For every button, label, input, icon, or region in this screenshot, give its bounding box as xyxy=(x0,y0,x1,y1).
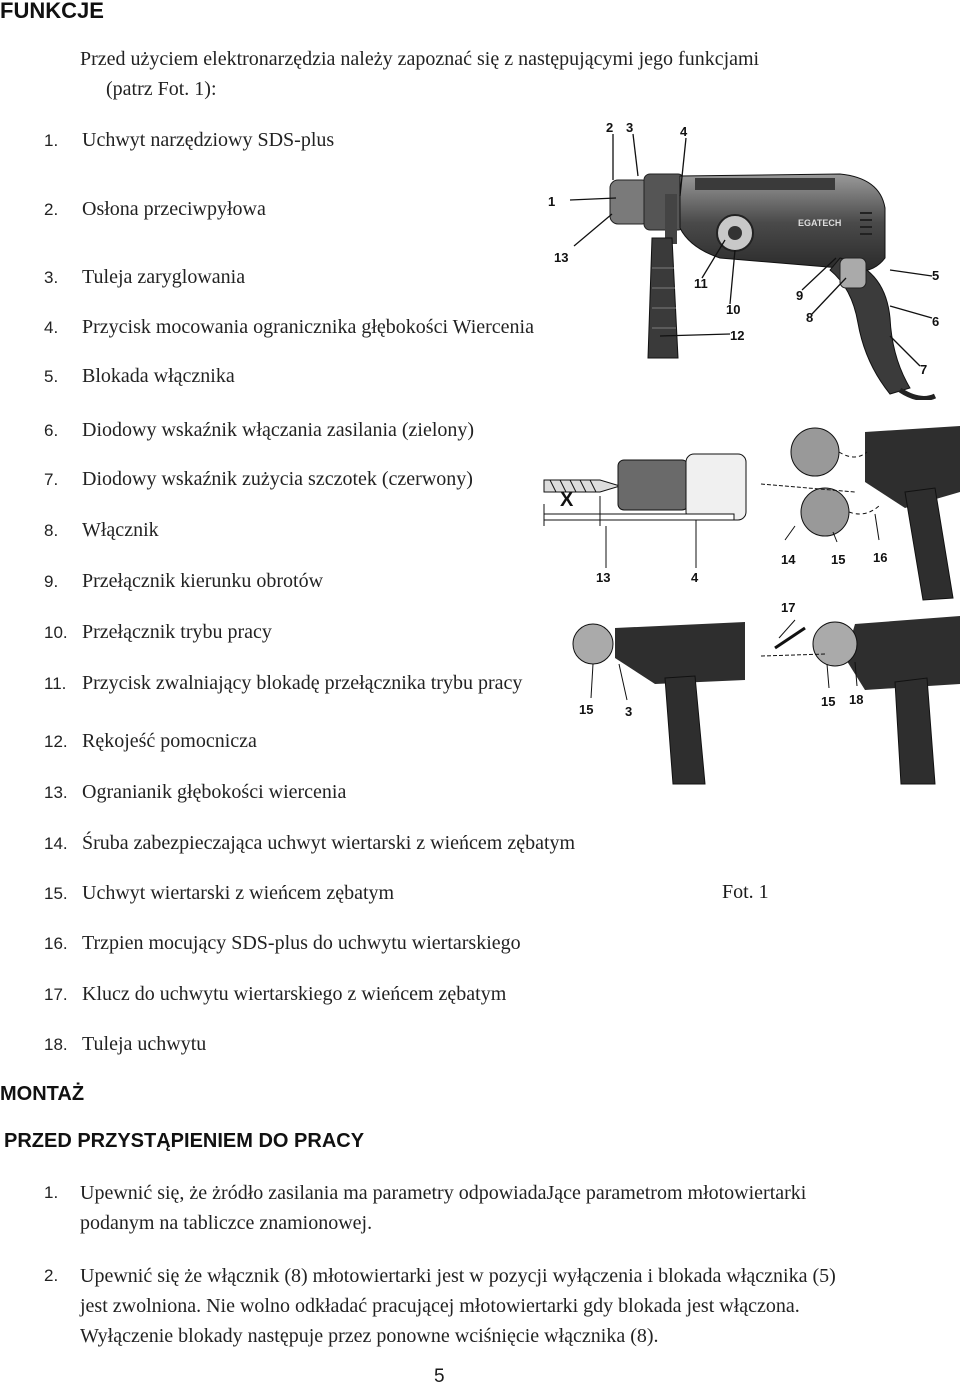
feature-num: 13. xyxy=(44,783,68,802)
main-label-6: 6 xyxy=(932,314,940,329)
drill-main-illustration xyxy=(540,118,950,400)
chuck-a-spindle-line xyxy=(761,484,855,492)
chuck-replacement-b-illustration xyxy=(565,598,960,788)
depth-label-x: X xyxy=(560,489,574,511)
feature-num: 11. xyxy=(44,674,67,693)
main-label-9: 9 xyxy=(796,288,804,303)
feature-text: Diodowy wskaźnik zużycia szczotek (czerwony) xyxy=(82,468,473,490)
feature-item-2 xyxy=(44,197,266,222)
feature-num: 14. xyxy=(44,834,68,853)
chuck-b-leader-left-3 xyxy=(619,664,627,700)
chuck-b-label-18: 18 xyxy=(849,692,864,707)
feature-num: 8. xyxy=(44,521,59,540)
mode-switch-center xyxy=(728,226,742,240)
feature-text: Rękojeść pomocnicza xyxy=(82,730,257,752)
main-label-7: 7 xyxy=(920,362,928,377)
feature-text: Uchwyt wiertarski z wieńcem zębatym xyxy=(82,882,395,904)
step-line: jest zwolniona. Nie wolno odkładać pracującej młotowiertarki gdy blokada jest włączona. xyxy=(80,1295,800,1317)
feature-item-11 xyxy=(44,671,522,696)
step-line: Wyłączenie blokady następuje przez ponowne wciśnięcie włącznika (8). xyxy=(80,1325,659,1347)
chuck-b-right-drill-body xyxy=(845,616,960,690)
drill-trigger xyxy=(840,258,866,288)
depth-rod xyxy=(665,194,677,244)
main-label-2: 2 xyxy=(606,120,614,135)
feature-num: 12. xyxy=(44,732,68,751)
feature-num: 10. xyxy=(44,623,68,642)
feature-num: 2. xyxy=(44,200,59,219)
feature-item-12 xyxy=(44,729,257,754)
feature-num: 17. xyxy=(44,985,68,1004)
main-label-5: 5 xyxy=(932,268,940,283)
feature-text: Trzpien mocujący SDS-plus do uchwytu wiertarskiego xyxy=(82,932,521,954)
feature-item-13 xyxy=(44,780,346,805)
chuck-a-label-15: 15 xyxy=(831,552,846,567)
chuck-b-label-15: 15 xyxy=(821,694,836,709)
feature-num: 16. xyxy=(44,934,68,953)
feature-item-8 xyxy=(44,518,159,543)
chuck-a-arrow-top xyxy=(839,452,867,457)
feature-item-7 xyxy=(44,467,473,492)
feature-num: 5. xyxy=(44,367,59,386)
feature-item-14 xyxy=(44,831,575,856)
intro-line-1: Przed użyciem elektronarzędzia należy zapoznać się z następującymi jego funkcjami xyxy=(80,48,760,70)
feature-num: 7. xyxy=(44,470,59,489)
drill-cord xyxy=(900,390,935,398)
feature-item-16 xyxy=(44,931,521,956)
feature-text: Przełącznik kierunku obrotów xyxy=(82,570,324,592)
drill-aux-handle xyxy=(648,238,678,358)
feature-num: 6. xyxy=(44,421,59,440)
feature-item-9 xyxy=(44,569,323,594)
feature-num: 1. xyxy=(44,131,59,150)
drill-logo-text: EGATECH xyxy=(798,218,842,228)
chuck-a-leader-16 xyxy=(875,514,879,540)
depth-stop-illustration xyxy=(540,440,755,590)
feature-text: Przełącznik trybu pracy xyxy=(82,621,272,643)
depth-label-13: 13 xyxy=(596,570,611,585)
drill-top-strip xyxy=(695,178,835,190)
feature-item-4 xyxy=(44,315,534,340)
chuck-a-aux-handle xyxy=(905,488,953,600)
chuck-a-leader-14 xyxy=(785,526,795,540)
main-label-10: 10 xyxy=(726,302,741,317)
feature-text: Diodowy wskaźnik włączania zasilania (zielony) xyxy=(82,419,475,441)
feature-num: 18. xyxy=(44,1035,68,1054)
step-line: Upewnić się że włącznik (8) młotowiertarki jest w pozycji wyłączenia i blokada włącznika (5) xyxy=(80,1265,836,1287)
step-num: 2. xyxy=(44,1266,59,1285)
chuck-b-left-chuck xyxy=(573,624,613,664)
chuck-b-left-drill-body xyxy=(615,622,745,684)
feature-item-18 xyxy=(44,1032,206,1057)
chuck-a-arrow-bottom xyxy=(849,506,879,514)
step-line: Upewnić się, że żródło zasilania ma parametry odpowiadaJące parametrom młotowiertarki xyxy=(80,1182,807,1204)
feature-item-10 xyxy=(44,620,272,645)
feature-item-5 xyxy=(44,364,235,389)
chuck-b-right-aux-handle xyxy=(895,678,935,784)
intro-line-2: (patrz Fot. 1): xyxy=(106,78,217,100)
feature-item-1 xyxy=(44,128,334,153)
feature-text: Blokada włącznika xyxy=(82,365,235,387)
main-label-4: 4 xyxy=(680,124,688,139)
feature-num: 4. xyxy=(44,318,59,337)
feature-text: Przycisk zwalniający blokadę przełącznika trybu pracy xyxy=(82,672,523,694)
feature-text: Tuleja uchwytu xyxy=(82,1033,207,1055)
main-label-12: 12 xyxy=(730,328,745,343)
depth-rod-detail xyxy=(544,514,734,520)
depth-chuck xyxy=(618,460,688,510)
main-label-11: 11 xyxy=(694,276,708,291)
feature-item-3 xyxy=(44,265,245,290)
feature-text: Tuleja zaryglowania xyxy=(82,266,246,288)
chuck-b-label-left-3: 3 xyxy=(625,704,633,719)
chuck-b-right-chuck xyxy=(813,622,857,666)
main-label-3: 3 xyxy=(626,120,634,135)
feature-text: Klucz do uchwytu wiertarskiego z wieńcem zębatym xyxy=(82,983,507,1005)
main-label-1: 1 xyxy=(548,194,556,209)
feature-item-6 xyxy=(44,418,474,443)
feature-num: 3. xyxy=(44,268,59,287)
chuck-replacement-a-illustration xyxy=(755,422,960,602)
figure-caption: Fot. 1 xyxy=(722,881,769,903)
feature-text: Uchwyt narzędziowy SDS-plus xyxy=(82,129,335,151)
feature-text: Włącznik xyxy=(82,519,159,541)
main-label-13: 13 xyxy=(554,250,569,265)
page-number: 5 xyxy=(434,1366,445,1387)
step-num: 1. xyxy=(44,1183,59,1202)
chuck-b-leader-15 xyxy=(827,664,829,688)
feature-text: Przycisk mocowania ogranicznika głębokości Wiercenia xyxy=(82,316,534,338)
depth-label-4: 4 xyxy=(691,570,699,585)
feature-text: Ogranianik głębokości wiercenia xyxy=(82,781,347,803)
feature-num: 9. xyxy=(44,572,59,591)
main-label-8: 8 xyxy=(806,310,814,325)
drill-collar xyxy=(644,174,684,230)
feature-item-17 xyxy=(44,982,506,1007)
feature-item-15 xyxy=(44,881,394,906)
chuck-a-keyed-chuck-bottom xyxy=(801,488,849,536)
chuck-a-label-14: 14 xyxy=(781,552,796,567)
chuck-b-label-left-15: 15 xyxy=(579,702,594,717)
feature-text: Osłona przeciwpyłowa xyxy=(82,198,266,220)
feature-num: 15. xyxy=(44,884,68,903)
chuck-b-leader-left-15 xyxy=(591,664,593,698)
feature-text: Śruba zabezpieczająca uchwyt wiertarski z wieńcem zębatym xyxy=(82,832,576,854)
subsection-title-prep: PRZED PRZYSTĄPIENIEM DO PRACY xyxy=(4,1130,365,1152)
section-title-funkcje: FUNKCJE xyxy=(0,0,104,23)
depth-collar xyxy=(686,454,746,520)
chuck-b-left-aux-handle xyxy=(665,676,705,784)
step-line: podanym na tabliczce znamionowej. xyxy=(80,1212,373,1234)
chuck-a-keyed-chuck-top xyxy=(791,428,839,476)
chuck-b-label-17: 17 xyxy=(781,600,796,615)
section-title-montaz: MONTAŻ xyxy=(0,1083,85,1105)
chuck-a-label-16: 16 xyxy=(873,550,888,565)
